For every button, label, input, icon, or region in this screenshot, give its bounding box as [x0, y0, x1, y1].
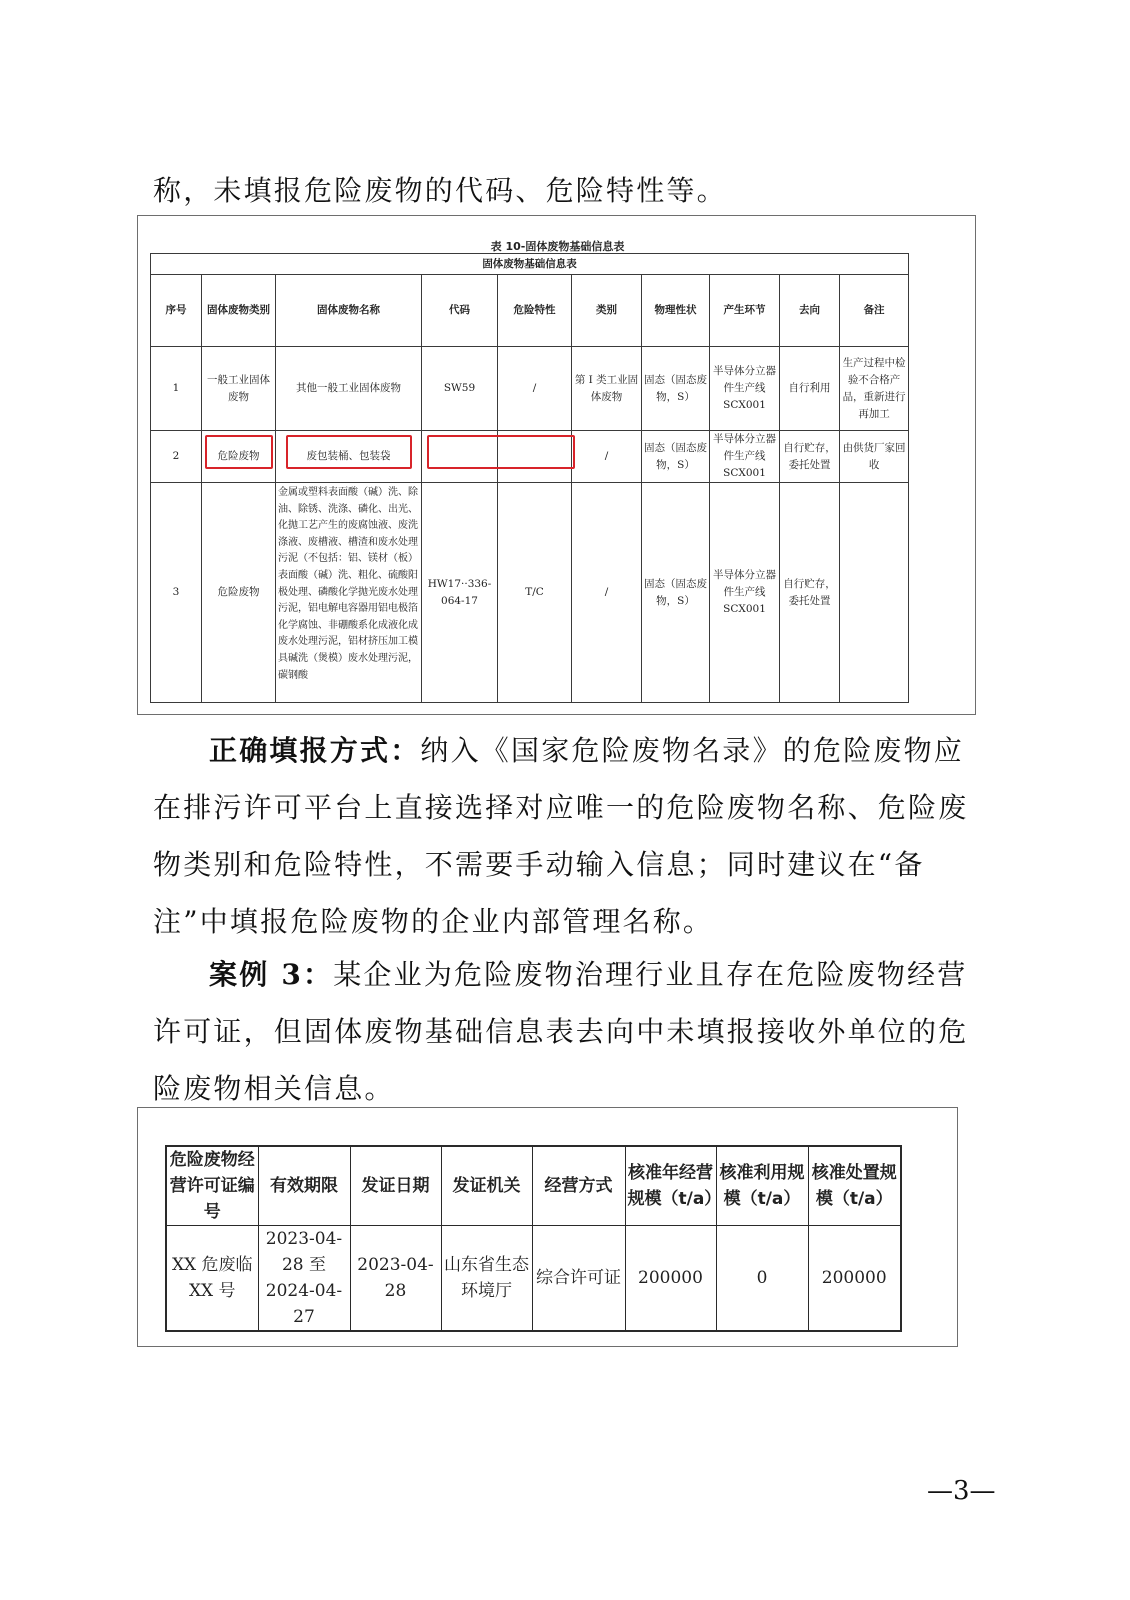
- table1-cell: 3: [151, 483, 202, 703]
- hazardous-waste-license-table: [165, 1145, 902, 1332]
- case3-paragraph: [153, 946, 993, 1117]
- table1-cell: 自行贮存，委托处置: [780, 431, 840, 483]
- table2-cell: 山东省生态环境厅: [441, 1226, 532, 1332]
- table1-cell: /: [572, 483, 642, 703]
- table1-header: 固体废物名称: [276, 275, 422, 347]
- table1-cell: SW59: [422, 347, 498, 431]
- correct-method-text: 纳入《国家危险废物名录》的危险废物应在排污许可平台上直接选择对应唯一的危险废物名称、危险废物类别和危险特性，不需要手动输入信息；同时建议在“备注”中填报危险废物的企业内部管理名称。: [153, 734, 969, 938]
- case3-text: 某企业为危险废物治理行业且存在危险废物经营许可证，但固体废物基础信息表去向中未填报接收外单位的危险废物相关信息。: [153, 958, 969, 1105]
- table2-header: 发证日期: [350, 1146, 441, 1226]
- table1-cell: 固态（固态废物，S）: [642, 431, 710, 483]
- table1-cell: HW17··336-064-17: [422, 483, 498, 703]
- solid-waste-info-table: [150, 253, 909, 703]
- table2-header: 有效期限: [258, 1146, 350, 1226]
- table-row: [151, 483, 909, 703]
- table2-header: 核准处置规模（t/a）: [808, 1146, 901, 1226]
- table2-cell: 0: [716, 1226, 808, 1332]
- table2-cell: XX 危废临 XX 号: [166, 1226, 258, 1332]
- correct-method-label: 正确填报方式：: [209, 734, 421, 767]
- table1-cell: 其他一般工业固体废物: [276, 347, 422, 431]
- table1-header: 备注: [840, 275, 909, 347]
- highlight-category: [205, 435, 273, 469]
- table1-cell: 1: [151, 347, 202, 431]
- case3-label: 案例 3：: [209, 958, 334, 991]
- table2-cell: 200000: [808, 1226, 901, 1332]
- table-row: [166, 1226, 901, 1332]
- table1-header: 序号: [151, 275, 202, 347]
- table2-cell: 2023-04-28 至 2024-04-27: [258, 1226, 350, 1332]
- table2-cell: 200000: [625, 1226, 716, 1332]
- page-number: —3—: [927, 1476, 996, 1506]
- correct-method-paragraph: [153, 722, 993, 950]
- table1-cell: 自行贮存，委托处置: [780, 483, 840, 703]
- highlight-code-hazard: [427, 435, 575, 469]
- intro-text: 称，未填报危险废物的代码、危险特性等。: [153, 174, 727, 207]
- table1-cell: 废包装桶、包装袋: [276, 431, 422, 483]
- table2-header: 发证机关: [441, 1146, 532, 1226]
- table1-cell: 危险废物: [202, 431, 276, 483]
- table1-header: 产生环节: [710, 275, 780, 347]
- table1-cell: 第 I 类工业固体废物: [572, 347, 642, 431]
- table1-header: 代码: [422, 275, 498, 347]
- table1-cell: T/C: [498, 483, 572, 703]
- table2-header: 危险废物经营许可证编号: [166, 1146, 258, 1226]
- table1-cell: 自行利用: [780, 347, 840, 431]
- table2-header: 经营方式: [532, 1146, 625, 1226]
- table1-caption: 表 10-固体废物基础信息表: [490, 240, 625, 253]
- table1-cell: 由供货厂家回收: [840, 431, 909, 483]
- table1-header: 类别: [572, 275, 642, 347]
- table1-cell: 半导体分立器件生产线 SCX001: [710, 431, 780, 483]
- table1-screenshot: [137, 215, 976, 715]
- table1-cell: /: [498, 347, 572, 431]
- table1-cell: [840, 483, 909, 703]
- table1-cell: 生产过程中检验不合格产品，重新进行再加工: [840, 347, 909, 431]
- table1-subtitle: 固体废物基础信息表: [151, 254, 909, 275]
- table1-cell: 固态（固态废物，S）: [642, 483, 710, 703]
- highlight-name: [286, 435, 412, 469]
- table1-cell: 金属或塑料表面酸（碱）洗、除油、除锈、洗涤、磷化、出光、化抛工艺产生的废腐蚀液、废洗涤液、废槽液、槽渣和废水处理污泥（不包括：铝、镁材（板）表面酸（碱）洗、粗化、硫酸阳极处理、磷酸化学抛光废水处理污泥，铝电解电容器用铝电极箔化学腐蚀、非硼酸系化成液化成废水处理污泥，铝材挤压加工模具碱洗（煲模）废水处理污泥，碳钢酸: [276, 483, 422, 703]
- table2-header: 核准利用规模（t/a）: [716, 1146, 808, 1226]
- table2-header: 核准年经营规模（t/a）: [625, 1146, 716, 1226]
- table1-cell: /: [572, 431, 642, 483]
- table1-header: 固体废物类别: [202, 275, 276, 347]
- table1-header: 物理性状: [642, 275, 710, 347]
- table2-cell: 综合许可证: [532, 1226, 625, 1332]
- table1-cell: 危险废物: [202, 483, 276, 703]
- table-row: [151, 347, 909, 431]
- table1-header: 危险特性: [498, 275, 572, 347]
- table2-cell: 2023-04-28: [350, 1226, 441, 1332]
- table1-cell: 一般工业固体废物: [202, 347, 276, 431]
- table1-header: 去向: [780, 275, 840, 347]
- table1-cell: 2: [151, 431, 202, 483]
- table2-screenshot: [137, 1107, 958, 1347]
- table1-cell: 固态（固态废物，S）: [642, 347, 710, 431]
- table1-cell: 半导体分立器件生产线 SCX001: [710, 483, 780, 703]
- table1-cell: 半导体分立器件生产线 SCX001: [710, 347, 780, 431]
